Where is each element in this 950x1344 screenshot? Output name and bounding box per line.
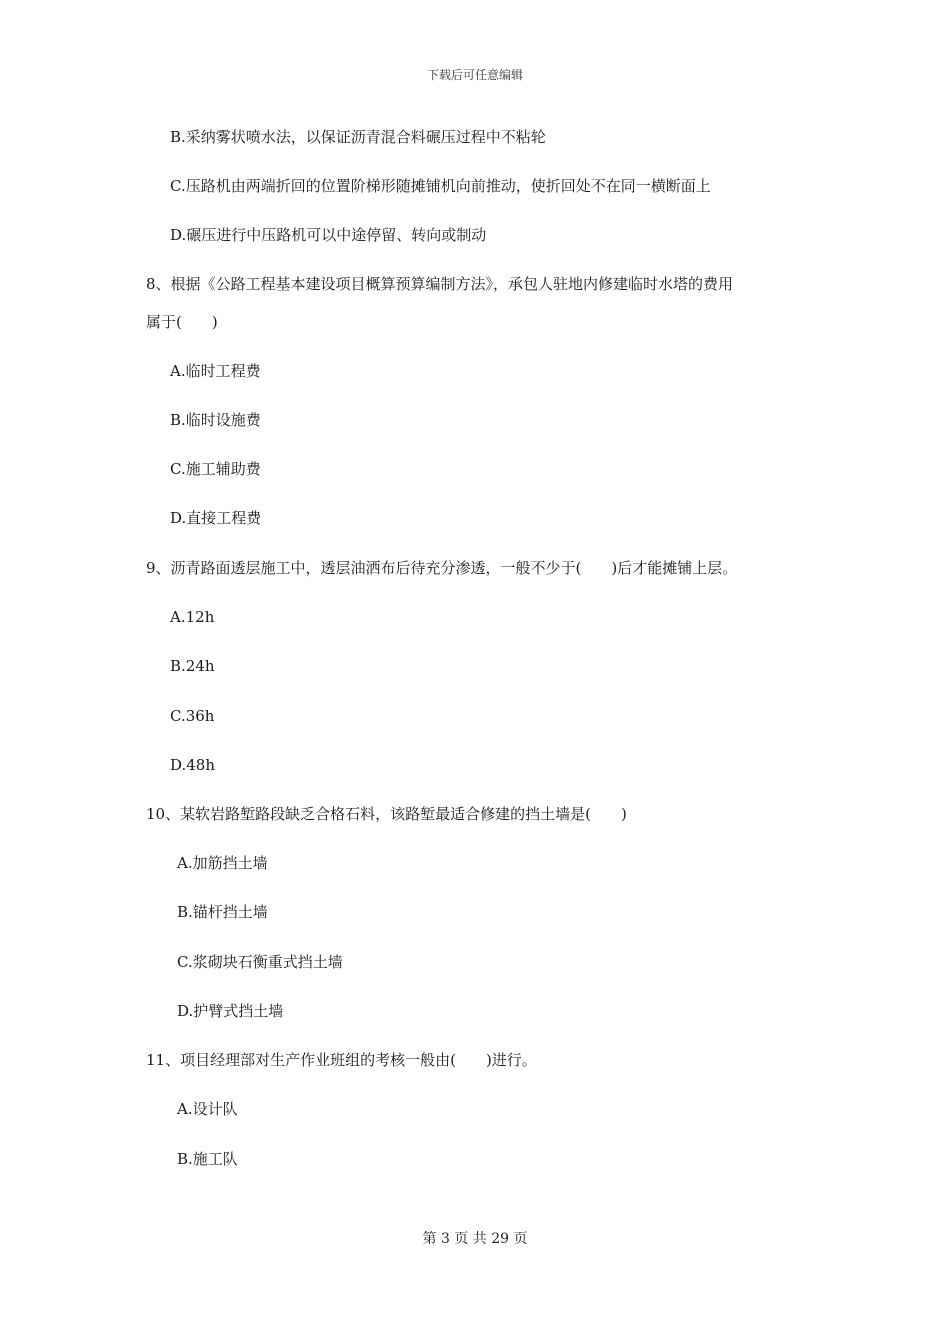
q11-option-a: A.设计队: [177, 1100, 238, 1118]
q9-option-d: D.48h: [170, 756, 216, 774]
q8-option-a: A.临时工程费: [170, 362, 261, 380]
q11-option-b: B.施工队: [177, 1150, 238, 1168]
q10-option-c: C.浆砌块石衡重式挡土墙: [177, 953, 343, 971]
q10-option-d: D.护臂式挡土墙: [177, 1002, 284, 1020]
q8-option-d: D.直接工程费: [170, 509, 262, 527]
q10-option-b: B.锚杆挡土墙: [177, 903, 268, 921]
q8-text-line2: 属于( ): [146, 313, 218, 331]
q9-option-a: A.12h: [170, 608, 215, 626]
q7-option-d: D.碾压进行中压路机可以中途停留、转向或制动: [170, 226, 487, 244]
q8-option-b: B.临时设施费: [170, 411, 261, 429]
q9-option-b: B.24h: [170, 657, 215, 675]
q7-option-c: C.压路机由两端折回的位置阶梯形随摊铺机向前推动，使折回处不在同一横断面上: [170, 177, 711, 195]
q8-text-line1: 8、根据《公路工程基本建设项目概算预算编制方法》，承包人驻地内修建临时水塔的费用: [146, 275, 734, 293]
q10-option-a: A.加筋挡土墙: [177, 854, 268, 872]
header-note: 下载后可任意编辑: [426, 68, 523, 82]
q8-option-c: C.施工辅助费: [170, 460, 261, 478]
page-number: 第 3 页 共 29 页: [422, 1231, 528, 1247]
q9-text: 9、沥青路面透层施工中，透层油洒布后待充分渗透，一般不少于( )后才能摊铺上层。: [146, 559, 738, 577]
q7-option-b: B.采纳雾状喷水法，以保证沥青混合料碾压过程中不粘轮: [170, 128, 546, 146]
q10-text: 10、某软岩路堑路段缺乏合格石料，该路堑最适合修建的挡土墙是( ): [146, 805, 627, 823]
q9-option-c: C.36h: [170, 707, 215, 725]
q11-text: 11、项目经理部对生产作业班组的考核一般由( )进行。: [146, 1051, 537, 1069]
